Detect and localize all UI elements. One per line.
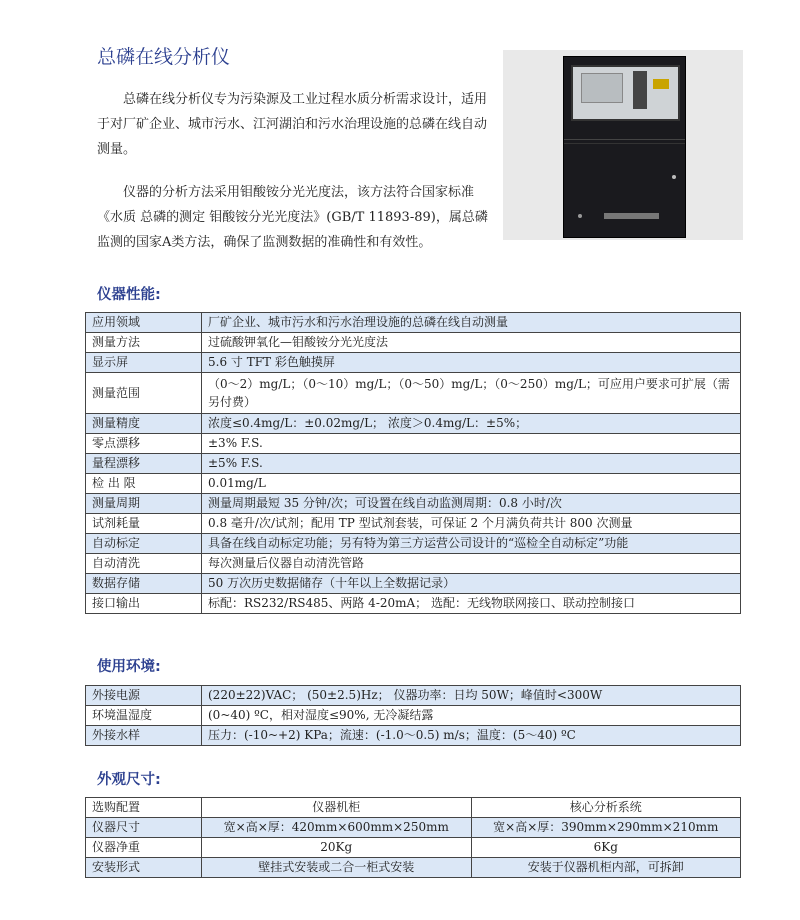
row-label: 仪器净重	[86, 838, 202, 858]
analyzer-cabinet-image	[563, 56, 686, 238]
row-value: (0~40) ºC，相对湿度≤90%, 无冷凝结露	[202, 706, 741, 726]
table-row	[86, 858, 741, 878]
row-label: 数据存储	[86, 574, 202, 594]
table-row	[86, 434, 741, 454]
table-row	[86, 454, 741, 474]
column-header: 选购配置	[86, 798, 202, 818]
table-header-row	[86, 798, 741, 818]
table-row	[86, 414, 741, 434]
row-label: 环境温湿度	[86, 706, 202, 726]
table-row	[86, 726, 741, 746]
table-row	[86, 333, 741, 353]
row-label: 测量精度	[86, 414, 202, 434]
row-value: ±3% F.S.	[202, 434, 741, 454]
table-row	[86, 838, 741, 858]
row-label: 自动清洗	[86, 554, 202, 574]
row-value: 0.01mg/L	[202, 474, 741, 494]
environment-heading: 使用环境:	[97, 659, 161, 675]
row-label: 测量范围	[86, 373, 202, 414]
row-value: 5.6 寸 TFT 彩色触摸屏	[202, 353, 741, 373]
page-title: 总磷在线分析仪	[97, 46, 231, 68]
table-row	[86, 313, 741, 333]
dimensions-heading: 外观尺寸:	[97, 772, 161, 788]
row-value: ±5% F.S.	[202, 454, 741, 474]
table-row	[86, 494, 741, 514]
table-row	[86, 514, 741, 534]
table-row	[86, 474, 741, 494]
row-label: 量程漂移	[86, 454, 202, 474]
row-value: 浓度≤0.4mg/L：±0.02mg/L； 浓度＞0.4mg/L：±5%；	[202, 414, 741, 434]
row-label: 显示屏	[86, 353, 202, 373]
row-value: 具备在线自动标定功能；另有特为第三方运营公司设计的“巡检全自动标定”功能	[202, 534, 741, 554]
row-label: 外接水样	[86, 726, 202, 746]
column-header: 核心分析系统	[471, 798, 741, 818]
cabinet-value: 20Kg	[202, 838, 472, 858]
core-value: 安装于仪器机柜内部，可拆卸	[471, 858, 741, 878]
row-label: 仪器尺寸	[86, 818, 202, 838]
table-row	[86, 818, 741, 838]
table-row	[86, 353, 741, 373]
intro-paragraph-1: 总磷在线分析仪专为污染源及工业过程水质分析需求设计，适用于对厂矿企业、城市污水、江河湖泊和污水治理设施的总磷在线自动测量。	[97, 92, 488, 157]
row-value: (220±22)VAC； (50±2.5)Hz； 仪器功率：日均 50W；峰值时<300W	[202, 686, 741, 706]
row-value: 0.8 毫升/次/试剂；配用 TP 型试剂套装，可保证 2 个月满负荷共计 800 次测量	[202, 514, 741, 534]
row-label: 检 出 限	[86, 474, 202, 494]
intro-paragraph-2: 仪器的分析方法采用钼酸铵分光光度法，该方法符合国家标准《水质 总磷的测定 钼酸铵分光光度法》(GB/T 11893-89)，属总磷监测的国家A类方法，确保了监测数据的准确性和有效性。	[97, 185, 488, 250]
environment-table	[85, 685, 741, 746]
cabinet-value: 壁挂式安装或二合一柜式安装	[202, 858, 472, 878]
row-label: 外接电源	[86, 686, 202, 706]
row-value: 压力：(-10~+2) KPa；流速：(-1.0～0.5) m/s；温度：(5～40) ºC	[202, 726, 741, 746]
cabinet-value: 宽×高×厚：420mm×600mm×250mm	[202, 818, 472, 838]
row-label: 应用领域	[86, 313, 202, 333]
dimensions-table	[85, 797, 741, 878]
table-row	[86, 594, 741, 614]
row-label: 零点漂移	[86, 434, 202, 454]
row-value: 标配：RS232/RS485、两路 4-20mA； 选配：无线物联网接口、联动控制接口	[202, 594, 741, 614]
row-label: 接口输出	[86, 594, 202, 614]
product-photo	[503, 50, 743, 240]
row-value: 每次测量后仪器自动清洗管路	[202, 554, 741, 574]
row-value: 过硫酸钾氧化—钼酸铵分光光度法	[202, 333, 741, 353]
table-row	[86, 574, 741, 594]
table-row	[86, 706, 741, 726]
table-row	[86, 686, 741, 706]
table-row	[86, 554, 741, 574]
row-label: 试剂耗量	[86, 514, 202, 534]
row-value: 厂矿企业、城市污水和污水治理设施的总磷在线自动测量	[202, 313, 741, 333]
column-header: 仪器机柜	[202, 798, 472, 818]
performance-table	[85, 312, 741, 614]
row-value: （0～2）mg/L；（0～10）mg/L；（0～50）mg/L；（0～250）mg/L；可应用户要求可扩展（需另付费）	[202, 373, 741, 414]
row-label: 安装形式	[86, 858, 202, 878]
row-label: 自动标定	[86, 534, 202, 554]
core-value: 6Kg	[471, 838, 741, 858]
performance-heading: 仪器性能:	[97, 287, 161, 303]
row-value: 测量周期最短 35 分钟/次；可设置在线自动监测周期：0.8 小时/次	[202, 494, 741, 514]
row-label: 测量方法	[86, 333, 202, 353]
core-value: 宽×高×厚：390mm×290mm×210mm	[471, 818, 741, 838]
row-label: 测量周期	[86, 494, 202, 514]
table-row	[86, 373, 741, 414]
row-value: 50 万次历史数据储存（十年以上全数据记录）	[202, 574, 741, 594]
table-row	[86, 534, 741, 554]
